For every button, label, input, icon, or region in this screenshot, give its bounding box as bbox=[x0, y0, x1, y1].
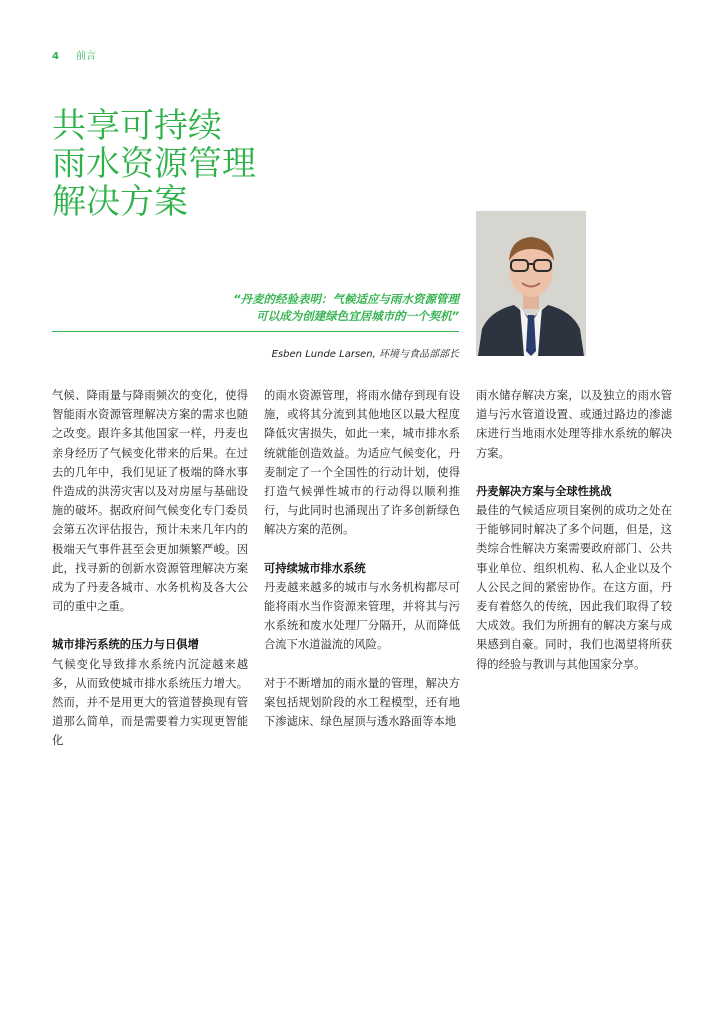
title-line: 雨水资源管理 bbox=[52, 144, 256, 184]
quote-attribution: Esben Lunde Larsen, 环境与食品部部长 bbox=[271, 349, 459, 360]
section-heading: 丹麦解决方案与全球性挑战 bbox=[476, 484, 612, 498]
page-header bbox=[52, 47, 96, 62]
title-line: 共享可持续 bbox=[52, 106, 222, 146]
paragraph: 的雨水资源管理，将雨水储存到现有设施，或将其分流到其他地区以最大程度降低灾害损失，如此一来，城市排水系统就能创造效益。为适应气候变化，丹麦制定了一个全国性的行动计划，使得打造气候弹性城市的行动得以顺利推行，与此同时也涌现出了许多创新绿色解决方案的范例。 bbox=[264, 389, 460, 537]
paragraph: 气候、降雨量与降雨频次的变化，使得智能雨水资源管理解决方案的需求也随之改变。跟许多其他国家一样，丹麦也亲身经历了气候变化带来的后果。在过去的几年中，我们见证了极端的降水事件造成的洪涝灾害以及对房屋与基础设施的破坏。据政府间气候变化专门委员会第五次评估报告，预计未来几年内的极端天气事件甚至会更加频繁严峻。因此，找寻新的创新水资源管理解决方案成为了丹麦各城市、水务机构及各大公司的重中之重。 bbox=[52, 389, 248, 614]
page-number: 4 bbox=[52, 51, 59, 62]
section-heading: 可持续城市排水系统 bbox=[264, 561, 366, 575]
paragraph: 对于不断增加的雨水量的管理，解决方案包括规划阶段的水工程模型，还有地下渗滤床、绿色屋顶与透水路面等本地 bbox=[264, 676, 460, 729]
body-column-3 bbox=[476, 386, 672, 693]
portrait-photo bbox=[476, 211, 586, 356]
body-column-2 bbox=[264, 386, 460, 750]
body-column-1 bbox=[52, 386, 248, 770]
page-title bbox=[52, 107, 382, 221]
section-heading: 城市排污系统的压力与日俱增 bbox=[52, 638, 199, 652]
section-label: 前言 bbox=[76, 51, 97, 62]
title-line: 解决方案 bbox=[52, 182, 188, 222]
pull-quote bbox=[99, 291, 459, 325]
paragraph: 最佳的气候适应项目案例的成功之处在于能够同时解决了多个问题，但是，这类综合性解决方案需要政府部门、公共事业单位、组织机构、私人企业以及个人公民之间的紧密协作。在这方面，丹麦有着悠久的传统，因此我们取得了较大成效。我们为所拥有的解决方案与成果感到自豪。同时，我们也渴望将所获得的经验与教训与其他国家分享。 bbox=[476, 504, 672, 671]
quote-line: 可以成为创建绿色宜居城市的一个契机” bbox=[256, 309, 459, 323]
quote-line: “丹麦的经验表明：气候适应与雨水资源管理 bbox=[233, 292, 459, 306]
paragraph: 雨水储存解决方案，以及独立的雨水管道与污水管道设置、或通过路边的渗滤床进行当地雨水处理等排水系统的解决方案。 bbox=[476, 389, 672, 460]
divider bbox=[52, 331, 459, 332]
paragraph: 气候变化导致排水系统内沉淀越来越多，从而致使城市排水系统压力增大。然而，并不是用更大的管道替换现有管道那么简单，而是需要着力实现更智能化 bbox=[52, 657, 248, 748]
paragraph: 丹麦越来越多的城市与水务机构都尽可能将雨水当作资源来管理，并将其与污水系统和废水处理厂分隔开，从而降低合流下水道溢流的风险。 bbox=[264, 580, 460, 652]
